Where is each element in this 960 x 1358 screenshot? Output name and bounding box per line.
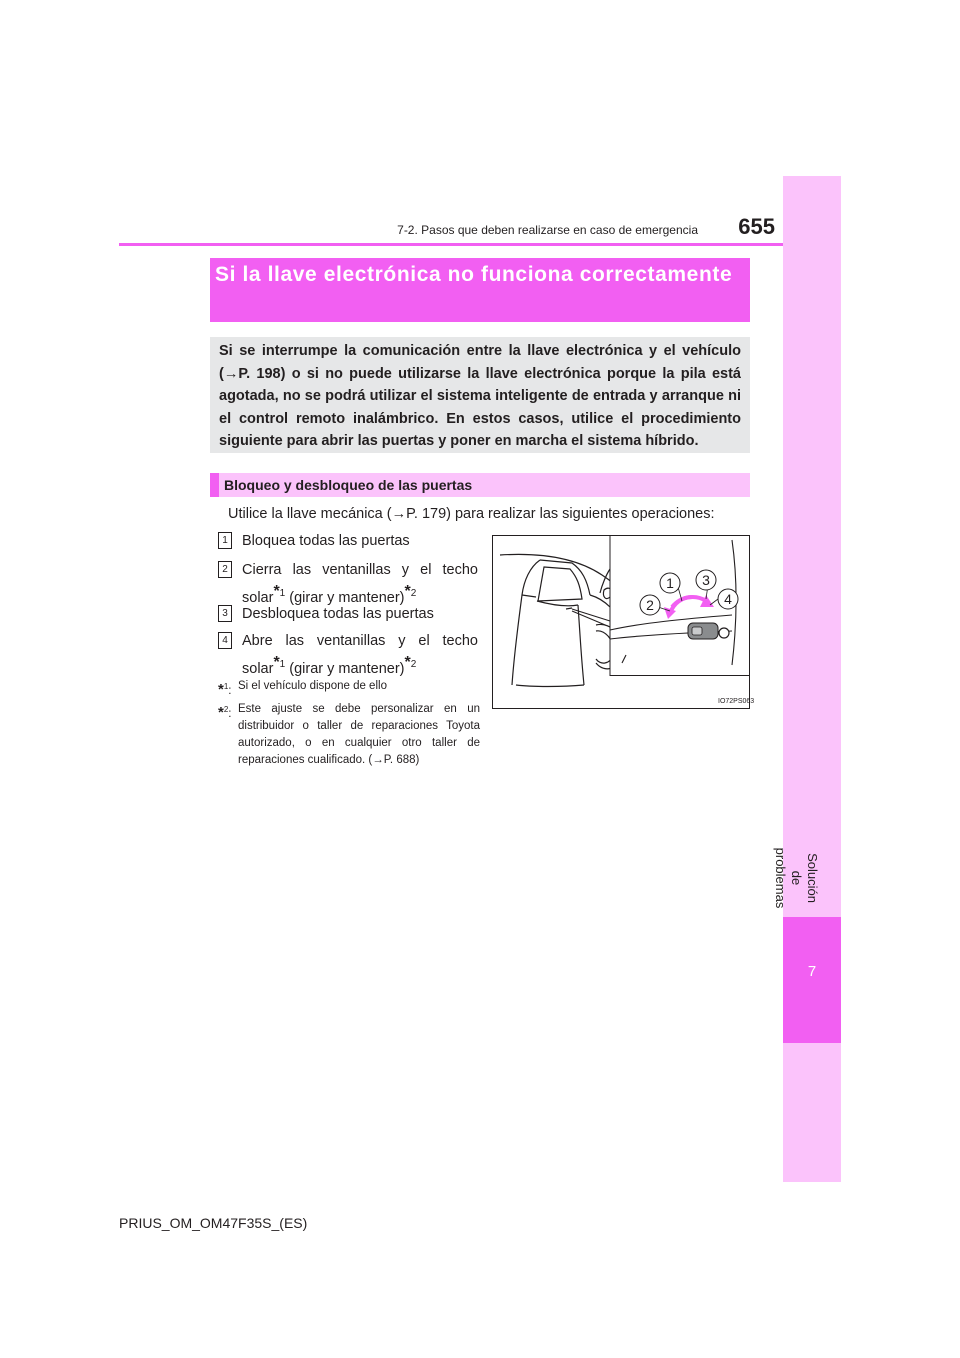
footnote-marker: *$^2$: [218,703,232,721]
step-text: Bloquea todas las puertas [242,533,410,549]
callout-4: 4 [724,591,732,607]
page-number: 655 [738,214,775,239]
step-text-suffix: (girar y mantener) [285,589,405,606]
callout-1: 1 [666,575,674,591]
step-text [242,630,478,680]
callout-3: 3 [702,572,710,588]
subsection-accent [210,473,219,497]
footnote-marker: *$^1$: [218,680,232,698]
header-section-title: 7-2. Pasos que deben realizarse en caso de emergencia [397,223,698,237]
illustration-code: IO72PS063 [718,698,755,705]
footnote-ref-2: *2 [404,654,417,671]
subsection-title: Bloqueo y desbloqueo de las puertas [224,477,473,493]
intro-paragraph: Si se interrumpe la comunicación entre la llave electrónica y el vehículo (→P. 198) o si no puede utilizarse la llave electrónica porque la pila está agotada, no se podrá utilizar el sistema inteligente de entrada y arranque ni el control remoto inalámbrico. En estos casos, utilice el procedimiento siguiente para abrir las puertas y poner en marcha el sistema híbrido. [219,343,741,449]
door-key-illustration [492,535,755,709]
step-number-badge: 4 [218,632,232,649]
step-text: Desbloquea todas las puertas [242,606,434,622]
document-code: PRIUS_OM_OM47F35S_(ES) [119,1215,308,1231]
footnote-text: Este ajuste se debe personalizar en un distribuidor o taller de reparaciones Toyota autorizado, o en cualquier otro taller de reparaciones cualificado. (→P. 688) [238,703,480,766]
footnote-ref-1: *1 [273,654,286,671]
step-number-badge: 1 [218,532,232,549]
footnote-ref-1: *1 [273,583,286,600]
step-text-suffix: (girar y mantener) [285,660,405,677]
step-text [242,559,478,609]
footnote-1 [218,678,480,698]
footnote-2 [218,701,480,769]
header-rule [119,243,783,246]
step-text-main: Cierra las ventanillas y el techo solar [242,562,478,606]
page-title: Si la llave electrónica no funciona correctamente [215,263,733,286]
callout-2: 2 [646,597,654,613]
chapter-number: 7 [807,963,817,980]
instruction-text: Utilice la llave mecánica (→P. 179) para realizar las siguientes operaciones: [228,506,715,522]
step-number-badge: 3 [218,605,232,622]
chapter-label: Solución de problemas [773,847,820,909]
chapter-tab [783,917,841,1043]
step-text-main: Abre las ventanillas y el techo solar [242,633,478,677]
footnote-text: Si el vehículo dispone de ello [238,680,387,692]
step-number-badge: 2 [218,561,232,578]
footnote-ref-2: *2 [404,583,417,600]
